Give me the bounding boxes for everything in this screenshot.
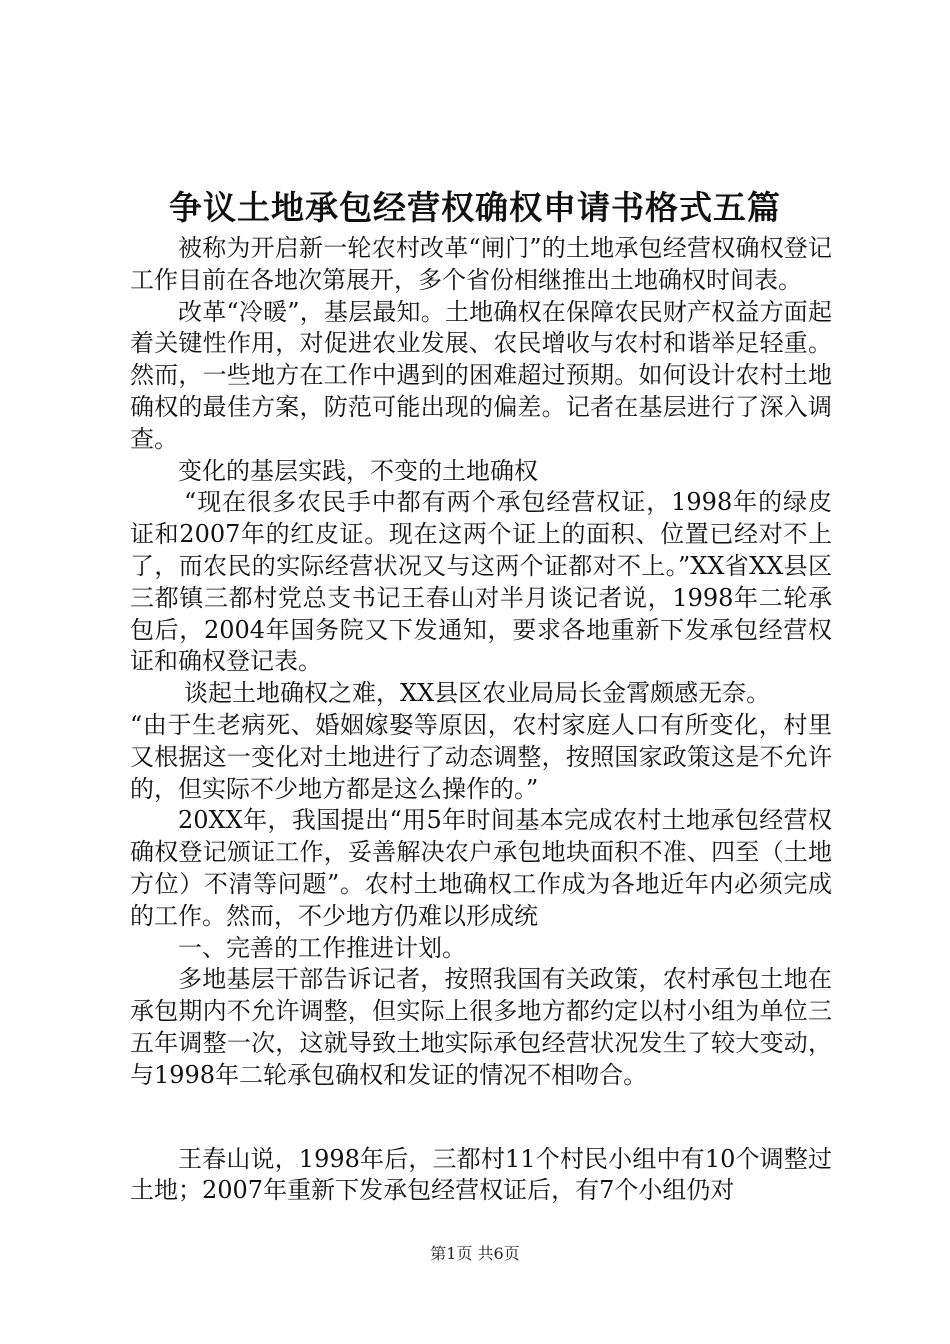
- section-heading: 变化的基层实践，不变的土地确权: [178, 456, 538, 485]
- paragraph: 多地基层干部告诉记者，按照我国有关政策，农村承包土地在承包期内不允许调整，但实际上很多地方都约定以村小组为单位三五年调整一次，这就导致土地实际承包经营状况发生了较大变动，与1998年二轮承包确权和发证的情况不相吻合。: [130, 965, 832, 1089]
- paragraph: 被称为开启新一轮农村改革“闸门”的土地承包经营权确权登记工作目前在各地次第展开，多个省份相继推出土地确权时间表。: [130, 234, 832, 294]
- paragraph-spacer: [130, 1092, 832, 1144]
- paragraph: 20XX年，我国提出“用5年时间基本完成农村土地承包经营权确权登记颁证工作，妥善解决农户承包地块面积不准、四至（土地方位）不清等问题”。农村土地确权工作成为各地近年内必须完成的工作。然而，不少地方仍难以形成统: [130, 806, 832, 930]
- paragraph: “由于生老病死、婚姻嫁娶等原因，农村家庭人口有所变化，村里又根据这一变化对土地进行了动态调整，按照国家政策这是不允许的，但实际不少地方都是这么操作的。”: [130, 710, 832, 803]
- paragraph: 一、完善的工作推进计划。: [178, 933, 466, 962]
- paragraph: 谈起土地确权之难，XX县区农业局局长金霄颇感无奈。: [184, 679, 771, 708]
- document-title: 争议土地承包经营权确权申请书格式五篇: [169, 188, 781, 227]
- page-footer: 第1页 共6页: [430, 1244, 520, 1263]
- document-body: [130, 233, 832, 1207]
- paragraph: “现在很多农民手中都有两个承包经营权证，1998年的绿皮证和2007年的红皮证。现在这两个证上的面积、位置已经对不上了，而农民的实际经营状况又与这两个证都对不上。”XX省XX县区三都镇三都村党总支书记王春山对半月谈记者说，1998年二轮承包后，2004年国务院又下发通知，要求各地重新下发承包经营权证和确权登记表。: [130, 488, 832, 676]
- paragraph: 王春山说，1998年后，三都村11个村民小组中有10个调整过土地；2007年重新下发承包经营权证后，有7个小组仍对: [130, 1144, 832, 1205]
- paragraph: 改革“冷暖”，基层最知。土地确权在保障农民财产权益方面起着关键性作用，对促进农业发展、农民增收与农村和谐举足轻重。然而，一些地方在工作中遇到的困难超过预期。如何设计农村土地确权的最佳方案，防范可能出现的偏差。记者在基层进行了深入调查。: [130, 297, 832, 453]
